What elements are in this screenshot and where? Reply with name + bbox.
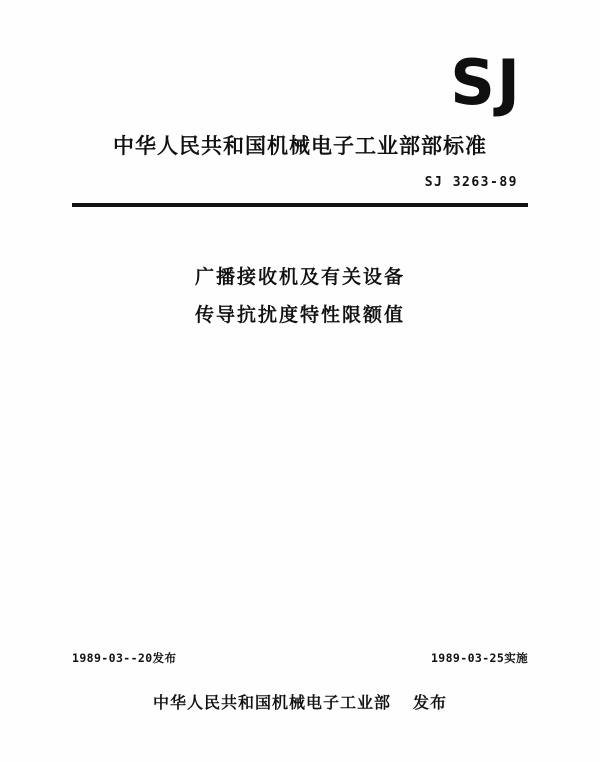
sj-logo: SJ xyxy=(450,46,522,119)
document-title xyxy=(0,258,600,334)
standard-number: SJ 3263-89 xyxy=(424,175,518,190)
publisher-action: 发布 xyxy=(413,693,448,712)
title-line-1: 广播接收机及有关设备 xyxy=(194,266,405,288)
issue-date: 1989-03--20发布 xyxy=(72,651,177,665)
header-divider xyxy=(72,203,528,207)
publisher-name: 中华人民共和国机械电子工业部 xyxy=(152,693,391,712)
issuing-organization: 中华人民共和国机械电子工业部部标准 xyxy=(113,134,487,158)
title-line-2: 传导抗扰度特性限额值 xyxy=(194,304,405,326)
effective-date: 1989-03-25实施 xyxy=(430,651,528,665)
publisher-line xyxy=(0,690,600,713)
date-row xyxy=(72,650,528,666)
